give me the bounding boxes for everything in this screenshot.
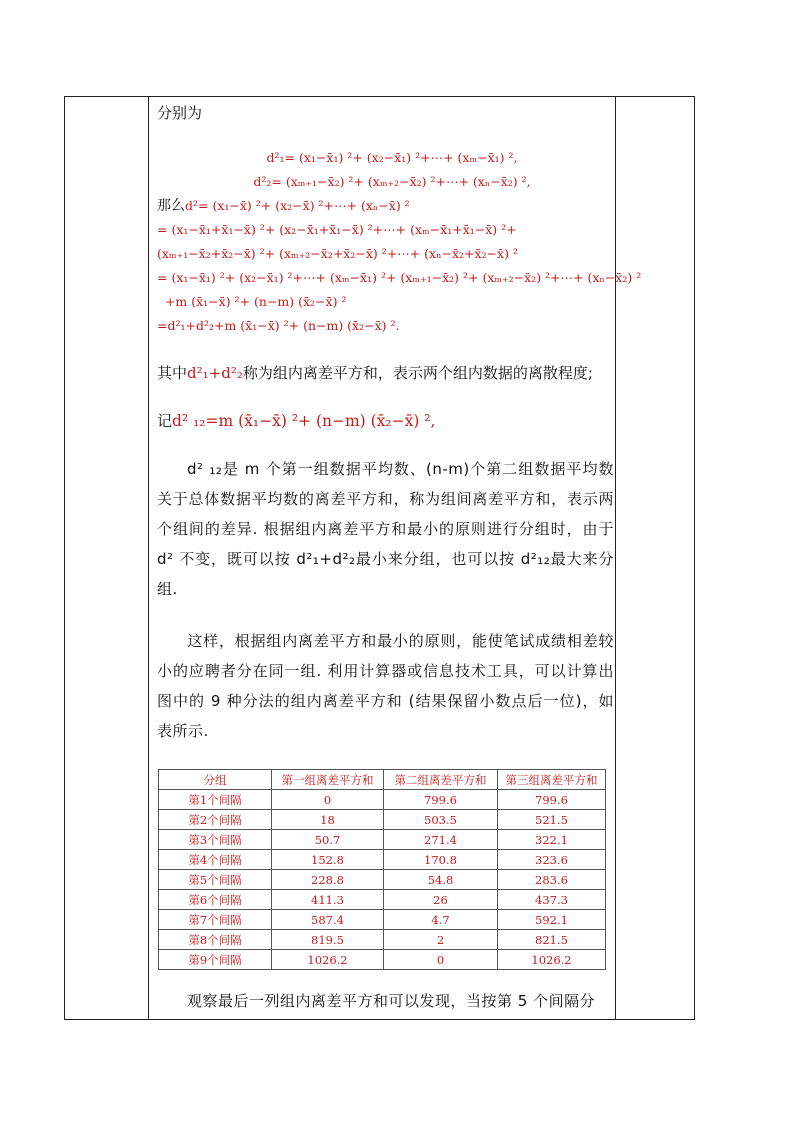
- derivation-line: [157, 170, 627, 194]
- between-group-formula: [157, 408, 436, 434]
- table-cell: 152.8: [272, 850, 384, 870]
- table-cell: 521.5: [498, 810, 606, 830]
- table-cell: 587.4: [272, 910, 384, 930]
- table-cell: 1026.2: [498, 950, 606, 970]
- deviation-table: [158, 769, 606, 970]
- table-cell: 0: [384, 950, 498, 970]
- table-row: [159, 830, 606, 850]
- table-row-label: 第5个间隔: [159, 870, 272, 890]
- derivation-line: [157, 266, 642, 290]
- derivation-expression: d²₁= (x₁−x̄₁) ²+ (x₂−x̄₁) ²+⋯+ (xₘ−x̄₁) ²,: [266, 150, 518, 165]
- derivation-expression: d²= (x₁−x̄) ²+ (x₂−x̄) ²+⋯+ (xₙ−x̄) ²: [185, 198, 410, 213]
- table-cell: 0: [272, 790, 384, 810]
- derivation-block: [157, 146, 642, 338]
- table-cell: 592.1: [498, 910, 606, 930]
- table-row: [159, 930, 606, 950]
- derivation-expression: (xₘ₊₁−x̄₂+x̄₂−x̄) ²+ (xₘ₊₂−x̄₂+x̄₂−x̄) ²+⋯+ (xₙ−x̄₂+x̄₂−x̄) ²: [157, 246, 518, 261]
- derivation-expression: = (x₁−x̄₁+x̄₁−x̄) ²+ (x₂−x̄₁+x̄₁−x̄) ²+⋯+ (xₘ−x̄₁+x̄₁−x̄) ²+: [157, 222, 517, 237]
- paragraph-observation: [157, 986, 614, 1016]
- intro-text: 分别为: [157, 104, 203, 122]
- table-cell: 1026.2: [272, 950, 384, 970]
- table-row-label: 第2个间隔: [159, 810, 272, 830]
- table-row: [159, 870, 606, 890]
- derivation-line: [157, 146, 627, 170]
- derivation-line: [157, 194, 627, 218]
- table-cell: 503.5: [384, 810, 498, 830]
- table-header-cell: 第三组离差平方和: [498, 770, 606, 790]
- table-cell: 4.7: [384, 910, 498, 930]
- table-row-label: 第7个间隔: [159, 910, 272, 930]
- table-cell: 283.6: [498, 870, 606, 890]
- table-cell: 2: [384, 930, 498, 950]
- table-cell: 170.8: [384, 850, 498, 870]
- derivation-expression: d²₂= (xₘ₊₁−x̄₂) ²+ (xₘ₊₂−x̄₂) ²+⋯+ (xₙ−x̄₂) ²,: [253, 174, 531, 189]
- paragraph-between-group: [157, 454, 614, 604]
- paragraph-within-group-text: 这样，根据组内离差平方和最小的原则，能使笔试成绩相差较小的应聘者分在同一组. 利用计算器或信息技术工具，可以计算出图中的 9 种分法的组内离差平方和 (结果保留小数点后一位)，如表所示.: [157, 632, 614, 740]
- table-cell: 54.8: [384, 870, 498, 890]
- table-row-label: 第4个间隔: [159, 850, 272, 870]
- derivation-expression: = (x₁−x̄₁) ²+ (x₂−x̄₁) ²+⋯+ (xₘ−x̄₁) ²+ (xₘ₊₁−x̄₂) ²+ (xₘ₊₂−x̄₂) ²+⋯+ (xₙ−x̄₂) ²: [157, 270, 642, 285]
- between-formula-lead: 记: [157, 412, 173, 430]
- table-row: [159, 810, 606, 830]
- table-cell: 821.5: [498, 930, 606, 950]
- table-row-label: 第3个间隔: [159, 830, 272, 850]
- within-def-text: 称为组内离差平方和，表示两个组内数据的离散程度;: [242, 364, 593, 382]
- within-def-lead: 其中: [157, 364, 188, 382]
- derivation-line: [157, 290, 627, 314]
- table-row-label: 第6个间隔: [159, 890, 272, 910]
- within-def-formula: d²₁+d²₂: [187, 364, 243, 382]
- table-row: [159, 790, 606, 810]
- derivation-expression: =d²₁+d²₂+m (x̄₁−x̄) ²+ (n−m) (x̄₂−x̄) ².: [157, 318, 400, 333]
- paragraph-between-group-text: d² ₁₂是 m 个第一组数据平均数、(n-m)个第二组数据平均数关于总体数据平均数的离差平方和，称为组间离差平方和，表示两个组间的差异. 根据组内离差平方和最小的原则进行分组时，由于 d² 不变，既可以按 d²₁+d²₂最小来分组，也可以按 d²₁₂最大来分组.: [157, 460, 614, 598]
- table-cell: 437.3: [498, 890, 606, 910]
- derivation-line: [157, 218, 627, 242]
- table-cell: 271.4: [384, 830, 498, 850]
- table-row: [159, 910, 606, 930]
- table-cell: 799.6: [498, 790, 606, 810]
- table-row-label: 第8个间隔: [159, 930, 272, 950]
- table-cell: 819.5: [272, 930, 384, 950]
- paragraph-within-group-principle: [157, 626, 614, 746]
- table-cell: 799.6: [384, 790, 498, 810]
- table-row: [159, 890, 606, 910]
- table-cell: 18: [272, 810, 384, 830]
- table-row: [159, 850, 606, 870]
- between-formula-expr: d² ₁₂=m (x̄₁−x̄) ²+ (n−m) (x̄₂−x̄) ²,: [172, 412, 436, 430]
- within-group-definition: [157, 360, 593, 386]
- table-header-cell: 第一组离差平方和: [272, 770, 384, 790]
- derivation-expression: +m (x̄₁−x̄) ²+ (n−m) (x̄₂−x̄) ²: [157, 294, 347, 309]
- table-cell: 26: [384, 890, 498, 910]
- left-column-divider: [148, 96, 149, 1020]
- table-cell: 50.7: [272, 830, 384, 850]
- table-cell: 228.8: [272, 870, 384, 890]
- derivation-line: [157, 314, 627, 338]
- table-row-label: 第9个间隔: [159, 950, 272, 970]
- derivation-line: [157, 242, 627, 266]
- table-cell: 323.6: [498, 850, 606, 870]
- table-row: [159, 950, 606, 970]
- table-row-label: 第1个间隔: [159, 790, 272, 810]
- table-header-cell: 分组: [159, 770, 272, 790]
- derivation-lead-text: 那么: [157, 198, 185, 214]
- table-header-row: [159, 770, 606, 790]
- table-cell: 322.1: [498, 830, 606, 850]
- table-header-cell: 第二组离差平方和: [384, 770, 498, 790]
- table-cell: 411.3: [272, 890, 384, 910]
- paragraph-observation-text: 观察最后一列组内离差平方和可以发现，当按第 5 个间隔分: [187, 992, 596, 1010]
